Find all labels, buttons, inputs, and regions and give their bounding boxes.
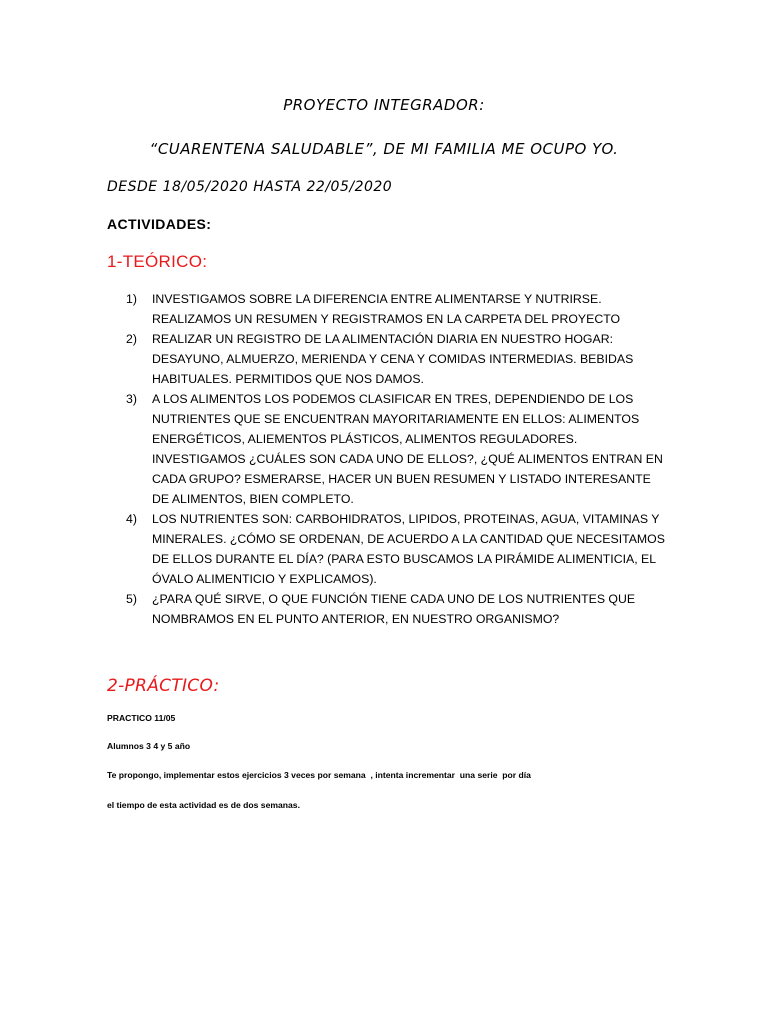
practice-duration-line: el tiempo de esta actividad es de dos semanas. xyxy=(107,800,300,810)
list-item-text: LOS NUTRIENTES SON: CARBOHIDRATOS, LIPIDOS, PROTEINAS, AGUA, VITAMINAS Y MINERALES. ¿CÓMO SE ORDENAN, DE ACUERDO A LA CANTIDAD QUE NECESITAMOS DE ELLOS DURANTE EL DÍA? (PARA ESTO BUSCAMOS LA PIRÁMIDE ALIMENTICIA, EL ÓVALO ALIMENTICIO Y EXPLICAMOS). xyxy=(152,512,665,586)
activities-label: ACTIVIDADES: xyxy=(107,216,212,232)
list-item-text: INVESTIGAMOS SOBRE LA DIFERENCIA ENTRE ALIMENTARSE Y NUTRIRSE. REALIZAMOS UN RESUMEN Y REGISTRAMOS EN LA CARPETA DEL PROYECTO xyxy=(152,292,621,326)
practice-date-line: PRACTICO 11/05 xyxy=(107,713,176,723)
date-range: DESDE 18/05/2020 HASTA 22/05/2020 xyxy=(107,179,393,195)
list-item xyxy=(126,589,671,629)
document-title: PROYECTO INTEGRADOR: xyxy=(283,96,485,114)
practice-instructions-line: Te propongo, implementar estos ejercicios 3 veces por semana , intenta incrementar una serie por día xyxy=(107,770,531,780)
list-item-text: A LOS ALIMENTOS LOS PODEMOS CLASIFICAR EN TRES, DEPENDIENDO DE LOS NUTRIENTES QUE SE ENCUENTRAN MAYORITARIAMENTE EN ELLOS: ALIMENTOS ENERGÉTICOS, ALIEMENTOS PLÁSTICOS, ALIMENTOS REGULADORES. INVESTIGAMOS ¿CUÁLES SON CADA UNO DE ELLOS?, ¿QUÉ ALIMENTOS ENTRAN EN CADA GRUPO? ESMERARSE, HACER UN BUEN RESUMEN Y LISTADO INTERESANTE DE ALIMENTOS, BIEN COMPLETO. xyxy=(152,392,663,506)
practice-heading: 2-PRÁCTICO: xyxy=(107,676,220,696)
list-item-number: 2) xyxy=(126,332,137,346)
list-item-text: REALIZAR UN REGISTRO DE LA ALIMENTACIÓN DIARIA EN NUESTRO HOGAR: DESAYUNO, ALMUERZO, MERIENDA Y CENA Y COMIDAS INTERMEDIAS. BEBIDAS HABITUALES. PERMITIDOS QUE NOS DAMOS. xyxy=(152,332,634,386)
list-item xyxy=(126,329,671,389)
list-item-number: 1) xyxy=(126,292,137,306)
theory-heading: 1-TEÓRICO: xyxy=(107,252,208,271)
list-item xyxy=(126,389,671,509)
list-item-number: 4) xyxy=(126,512,137,526)
practice-students-line: Alumnos 3 4 y 5 año xyxy=(107,741,191,751)
list-item-number: 3) xyxy=(126,392,137,406)
list-item-number: 5) xyxy=(126,592,137,606)
list-item-text: ¿PARA QUÉ SIRVE, O QUE FUNCIÓN TIENE CADA UNO DE LOS NUTRIENTES QUE NOMBRAMOS EN EL PUNTO ANTERIOR, EN NUESTRO ORGANISMO? xyxy=(152,592,636,626)
list-item xyxy=(126,289,671,329)
theory-list xyxy=(126,289,671,629)
document-subtitle: “CUARENTENA SALUDABLE”, DE MI FAMILIA ME OCUPO YO. xyxy=(149,140,619,158)
list-item xyxy=(126,509,671,589)
